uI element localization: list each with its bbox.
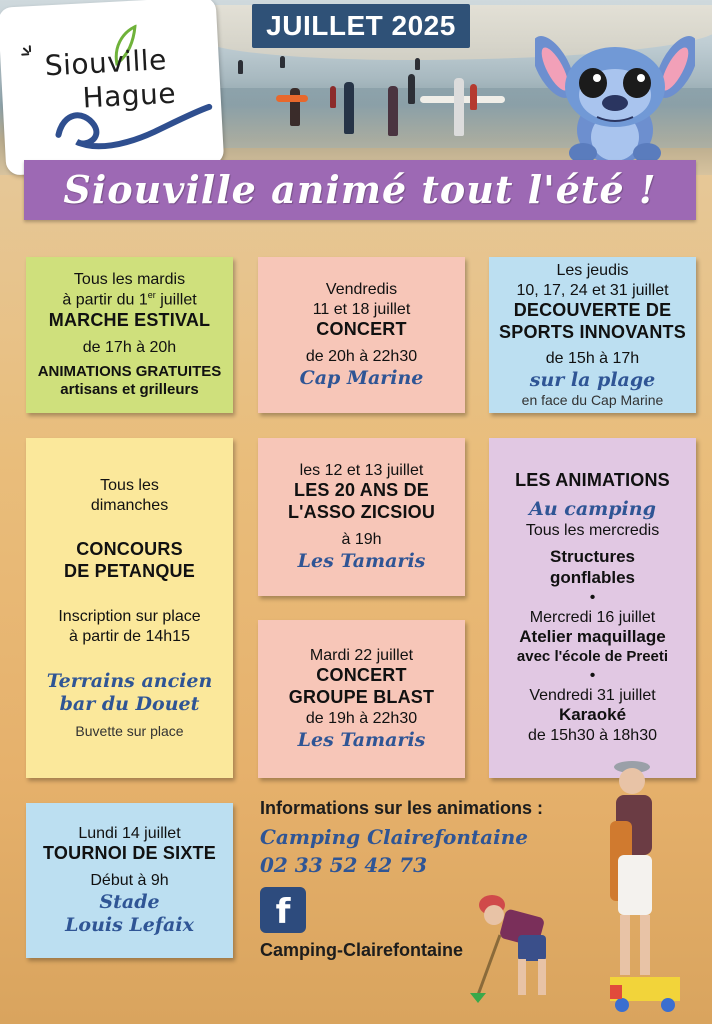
marche-title: MARCHE ESTIVAL <box>48 309 211 330</box>
sports-day: Les jeudis <box>556 262 629 279</box>
siouville-hague-logo <box>0 0 224 176</box>
animations-item-2: Atelier maquillage <box>519 627 666 647</box>
animations-date-2: Mercredi 16 juillet <box>529 608 656 626</box>
card-sports-innovants <box>489 257 696 413</box>
blast-place: Les Tamaris <box>297 728 426 751</box>
surfboard <box>276 95 308 102</box>
stitch-mascot-icon <box>535 25 695 170</box>
marche-note-2: artisans et grilleurs <box>60 381 199 399</box>
sparkle-icon <box>20 44 41 65</box>
info-camping-name: Camping Clairefontaine <box>260 825 528 849</box>
sports-dates: 10, 17, 24 et 31 juillet <box>516 281 669 299</box>
animations-title: LES ANIMATIONS <box>515 470 670 491</box>
beach-person <box>344 82 354 134</box>
card-petanque <box>26 438 233 778</box>
blast-title: CONCERT <box>316 665 407 686</box>
sports-hours: de 15h à 17h <box>545 350 640 368</box>
concert-hours: de 20h à 22h30 <box>305 348 418 366</box>
bullet: • <box>589 589 596 607</box>
beach-family-illustration <box>460 755 700 1020</box>
beach-person <box>238 60 243 74</box>
blast-hours: de 19h à 22h30 <box>305 710 418 728</box>
banner-title: Siouville animé tout l'été ! <box>24 160 696 220</box>
beach-person <box>330 86 336 108</box>
petanque-registration: Inscription sur place <box>58 608 201 626</box>
concert-day: Vendredis <box>325 281 398 299</box>
sports-title-2: SPORTS INNOVANTS <box>499 321 686 342</box>
sixte-place-2: Louis Lefaix <box>65 913 194 936</box>
card-marche-estival <box>26 257 233 413</box>
blast-title-2: GROUPE BLAST <box>288 687 435 708</box>
card-tournoi-sixte <box>26 803 233 958</box>
sports-title: DECOUVERTE DE <box>513 300 672 321</box>
sports-note: en face du Cap Marine <box>521 391 664 408</box>
bullet: • <box>589 667 596 685</box>
month-badge: JUILLET 2025 <box>252 4 470 48</box>
beach-person <box>408 74 415 104</box>
card-zicsiou <box>258 438 465 596</box>
logo-text-hague: Hague <box>81 76 177 115</box>
zicsiou-title-2: L'ASSO ZICSIOU <box>287 502 436 523</box>
animations-day: Tous les mercredis <box>525 522 660 540</box>
beach-person <box>470 84 477 110</box>
info-title: Informations sur les animations : <box>260 798 544 818</box>
petanque-day: Tous les <box>100 477 159 495</box>
zicsiou-dates: les 12 et 13 juillet <box>299 461 424 479</box>
card-animations-camping <box>489 438 696 778</box>
concert-place: Cap Marine <box>299 366 424 389</box>
animations-item-2b: avec l'école de Preeti <box>516 648 669 666</box>
wave-icon <box>53 97 215 155</box>
card-concert <box>258 257 465 413</box>
petanque-title-2: DE PETANQUE <box>64 561 195 582</box>
petanque-title: CONCOURS <box>76 539 183 560</box>
marche-start: à partir du 1er juillet <box>62 289 197 309</box>
petanque-note: Buvette sur place <box>75 722 184 739</box>
beach-person <box>415 58 420 70</box>
beach-person <box>454 78 464 136</box>
beach-person <box>290 88 300 126</box>
animations-item-1: Structures <box>549 546 636 566</box>
animations-script: Au camping <box>529 498 656 521</box>
blast-date: Mardi 22 juillet <box>309 646 414 664</box>
facebook-page-link[interactable]: Camping-Clairefontaine <box>260 940 464 960</box>
logo-text-siouville: Siouville <box>43 43 168 83</box>
zicsiou-title: LES 20 ANS DE <box>294 480 429 501</box>
petanque-time: à partir de 14h15 <box>69 627 190 645</box>
sixte-place: Stade <box>99 890 160 913</box>
concert-dates: 11 et 18 juillet <box>312 300 411 318</box>
concert-title: CONCERT <box>316 319 407 340</box>
sixte-start: Début à 9h <box>90 872 169 890</box>
sports-place: sur la plage <box>529 368 656 391</box>
petanque-day-2: dimanches <box>90 496 169 514</box>
marche-hours: de 17h à 20h <box>82 338 177 356</box>
beach-person <box>388 86 398 136</box>
animations-date-3: Vendredi 31 juillet <box>529 686 656 704</box>
marche-day: Tous les mardis <box>73 271 186 289</box>
petanque-place-2: bar du Douet <box>59 693 200 716</box>
sixte-title: TOURNOI DE SIXTE <box>43 843 216 864</box>
animations-hours-3: de 15h30 à 18h30 <box>527 727 657 745</box>
zicsiou-hours: à 19h <box>341 531 382 549</box>
zicsiou-place: Les Tamaris <box>297 549 426 572</box>
animations-item-1b: gonflables <box>549 567 635 587</box>
marche-note: ANIMATIONS GRATUITES <box>37 363 222 381</box>
card-groupe-blast <box>258 620 465 778</box>
petanque-place: Terrains ancien <box>46 670 213 693</box>
info-phone[interactable]: 02 33 52 42 73 <box>260 853 428 877</box>
sixte-date: Lundi 14 juillet <box>78 824 181 842</box>
facebook-icon[interactable]: f <box>260 887 306 933</box>
animations-item-3: Karaoké <box>558 705 627 725</box>
beach-person <box>280 56 285 68</box>
